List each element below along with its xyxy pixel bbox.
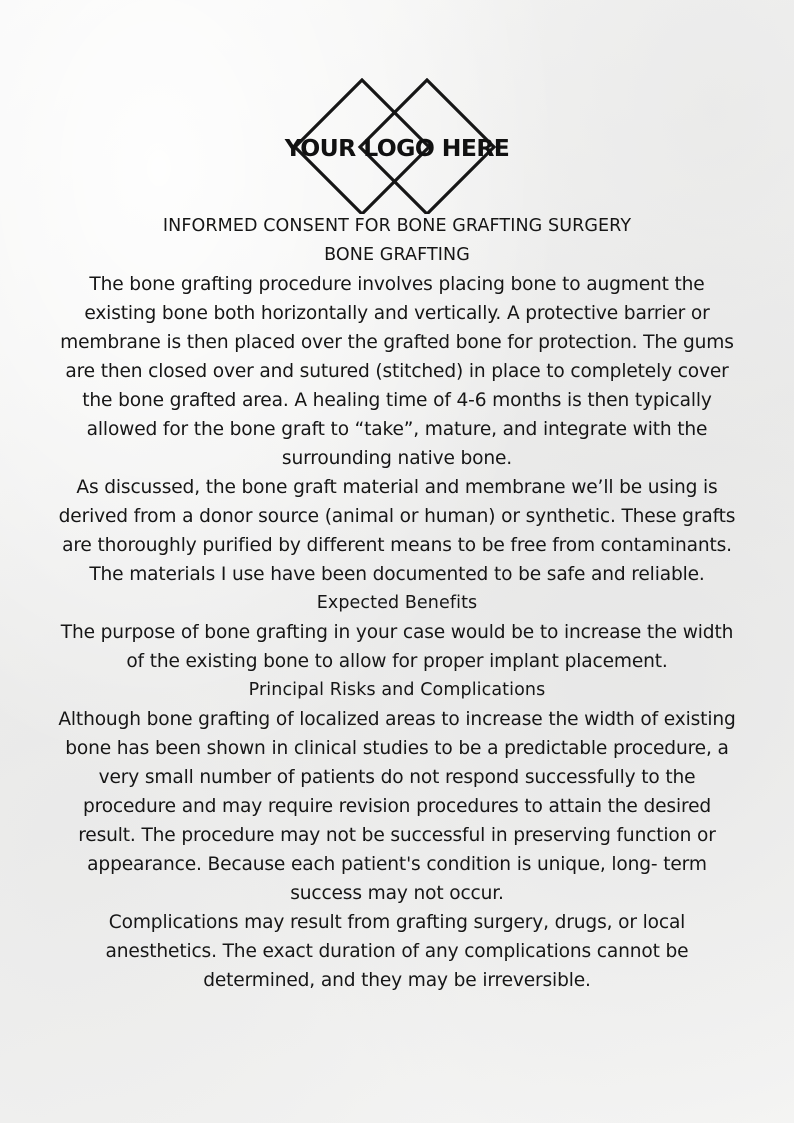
document-title: INFORMED CONSENT FOR BONE GRAFTING SURGERY — [162, 216, 632, 236]
section-heading-expected-benefits: Expected Benefits — [316, 593, 478, 613]
logo-text: YOUR LOGO HERE — [284, 134, 510, 162]
section-heading-bone-grafting: BONE GRAFTING — [324, 245, 470, 265]
intro-paragraph: The bone grafting procedure involves placing bone to augment the existing bone both horizontally and vertically. A protective barrier or membrane is then placed over the grafted bone for protection. The gums are then closed over and sutured (stitched) in place to completely cover the bone grafted area. A healing time of 4-6 months is then typically allowed for the bone graft to “take”, mature, and integrate with the surrounding native bone. — [60, 274, 734, 469]
document-body — [52, 212, 742, 995]
risks-paragraph: Although bone grafting of localized areas to increase the width of existing bone has been shown in clinical studies to be a predictable procedure, a very small number of patients do not respond successfully to the procedure and may require revision procedures to attain the desired result. The procedure may not be successful in preserving function or appearance. Because each patient's condition is unique, long- term success may not occur. — [58, 709, 736, 904]
complications-paragraph: Complications may result from grafting surgery, drugs, or local anesthetics. The exact duration of any complications cannot be determined, and they may be irreversible. — [105, 912, 689, 991]
logo-placeholder — [269, 78, 525, 214]
section-heading-risks: Principal Risks and Complications — [248, 680, 546, 700]
benefits-paragraph: The purpose of bone grafting in your case would be to increase the width of the existing bone to allow for proper implant placement. — [60, 622, 734, 672]
material-paragraph: As discussed, the bone graft material and membrane we’ll be using is derived from a donor source (animal or human) or synthetic. These grafts are thoroughly purified by different means to be free from contaminants. The materials I use have been documented to be safe and reliable. — [58, 477, 736, 585]
